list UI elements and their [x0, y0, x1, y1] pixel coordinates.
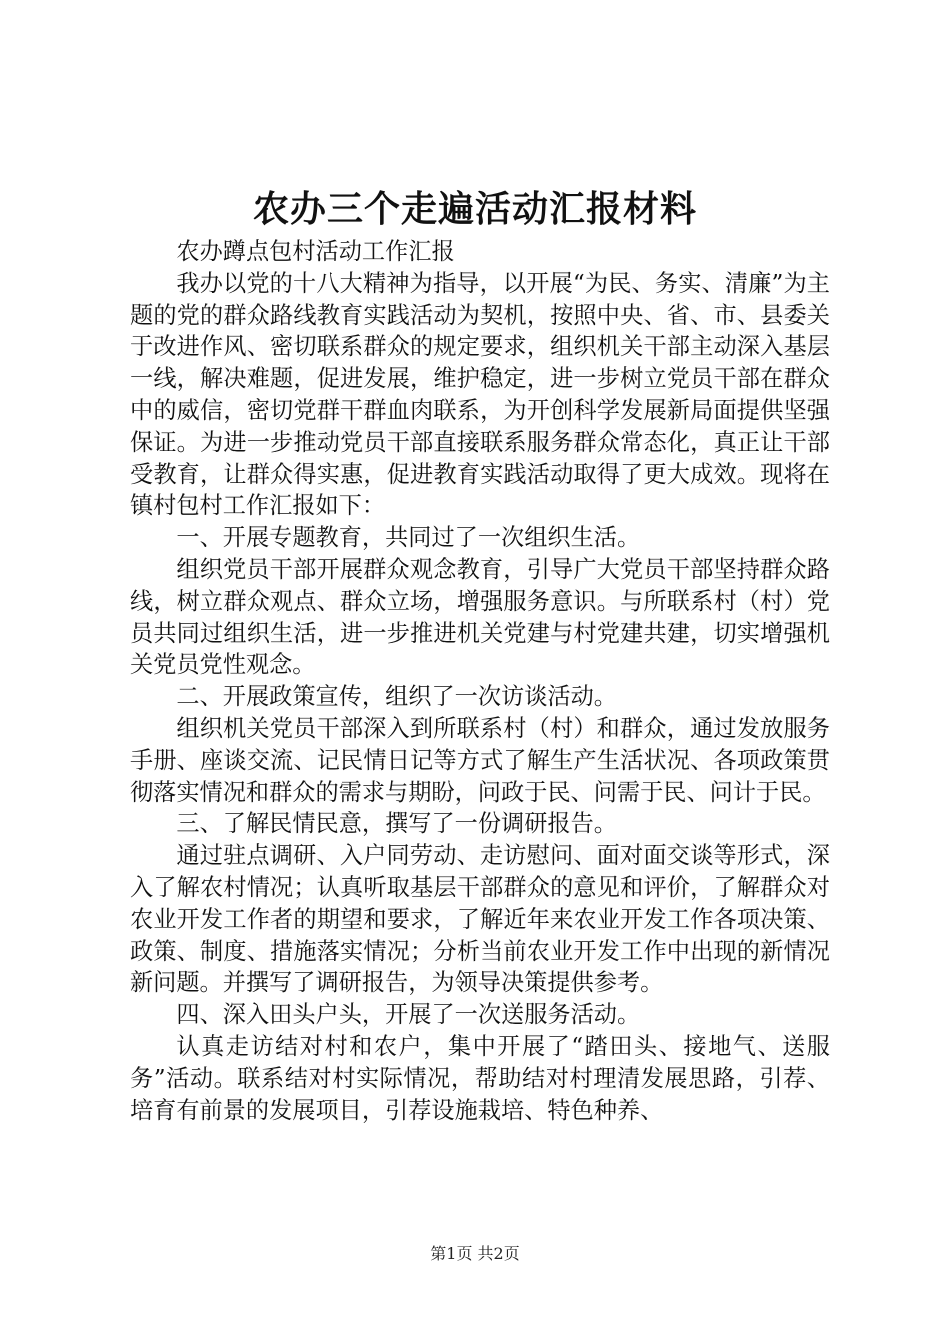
paragraph-section-4: 认真走访结对村和农户，集中开展了“踏田头、接地气、送服务”活动。联系结对村实际情况，帮助结对村理清发展思路，引荐、培育有前景的发展项目，引荐设施栽培、特色种养、: [130, 1032, 830, 1124]
paragraph-subtitle: 农办蹲点包村活动工作汇报: [176, 238, 455, 265]
document-title: 农办三个走遍活动汇报材料: [252, 188, 697, 230]
section-heading-4: 四、深入田头户头，开展了一次送服务活动。: [176, 1001, 641, 1029]
paragraph-intro: 我办以党的十八大精神为指导，以开展“为民、务实、清廉”为主题的党的群众路线教育实践活动为契机，按照中央、省、市、县委关于改进作风、密切联系群众的规定要求，组织机关干部主动深入基层一线，解决难题，促进发展，维护稳定，进一步树立党员干部在群众中的威信，密切党群干群血肉联系，为开创科学发展新局面提供坚强保证。为进一步推动党员干部直接联系服务群众常态化，真正让干部受教育，让群众得实惠，促进教育实践活动取得了更大成效。现将在镇村包村工作汇报如下：: [130, 269, 830, 520]
section-heading-3: 三、了解民情民意，撰写了一份调研报告。: [176, 810, 617, 838]
page-number-footer: 第1页 共2页: [430, 1244, 520, 1263]
section-heading-2: 二、开展政策宣传，组织了一次访谈活动。: [176, 683, 617, 711]
paragraph-section-3: 通过驻点调研、入户同劳动、走访慰问、面对面交谈等形式，深入了解农村情况；认真听取基层干部群众的意见和评价，了解群众对农业开发工作者的期望和要求，了解近年来农业开发工作各项决策、政策、制度、措施落实情况；分析当前农业开发工作中出现的新情况新问题。并撰写了调研报告，为领导决策提供参考。: [130, 842, 830, 997]
paragraph-section-1: 组织党员干部开展群众观念教育，引导广大党员干部坚持群众路线，树立群众观点、群众立场，增强服务意识。与所联系村（村）党员共同过组织生活，进一步推进机关党建与村党建共建，切实增强机关党员党性观念。: [130, 555, 830, 679]
document-body: [130, 236, 830, 1126]
paragraph-section-2: 组织机关党员干部深入到所联系村（村）和群众，通过发放服务手册、座谈交流、记民情日记等方式了解生产生活状况、各项政策贯彻落实情况和群众的需求与期盼，问政于民、问需于民、问计于民。: [130, 714, 830, 806]
section-heading-1: 一、开展专题教育，共同过了一次组织生活。: [176, 524, 641, 552]
